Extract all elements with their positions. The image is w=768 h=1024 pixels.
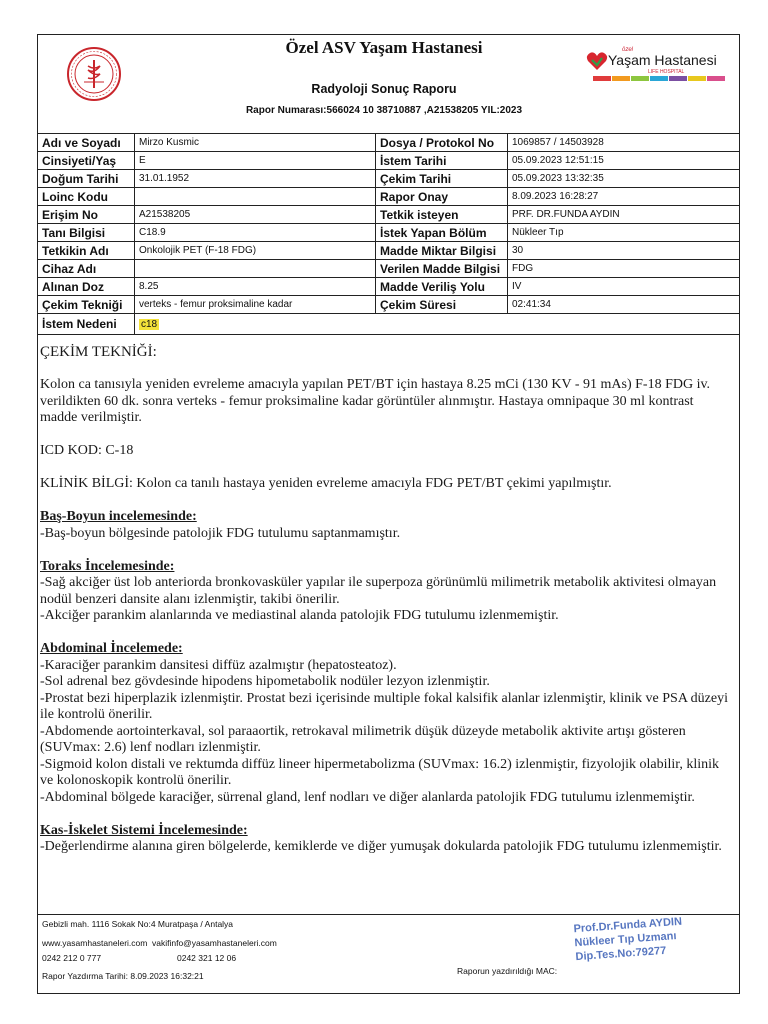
thorax-heading: Toraks İncelemesinde: (40, 558, 175, 574)
info-value: Mirzo Kusmic (135, 134, 376, 152)
info-value: 30 (508, 242, 740, 260)
istem-label: İstem Nedeni (38, 314, 135, 335)
stamp-diploma: Dip.Tes.No:79277 (575, 944, 667, 964)
info-value (135, 188, 376, 206)
abdomen-heading: Abdominal İncelemede: (40, 641, 183, 656)
brand-color-bar (688, 76, 706, 81)
info-row (38, 152, 740, 170)
hospital-title: Özel ASV Yaşam Hastanesi (285, 38, 483, 57)
footer-print-date: Rapor Yazdırma Tarihi: 8.09.2023 16:32:21 (42, 971, 204, 981)
stamp-title: Nükleer Tıp Uzmanı (574, 930, 677, 950)
info-row (38, 206, 740, 224)
hospital-brand-logo (586, 46, 726, 86)
footer-website[interactable]: www.yasamhastaneleri.com (42, 938, 148, 948)
head-neck-heading: Baş-Boyun incelemesinde: (40, 509, 197, 524)
msk-heading: Kas-İskelet Sistemi İncelemesinde: (40, 822, 248, 838)
technique-text: Kolon ca tanısıyla yeniden evreleme amacıyla yapılan PET/BT için hastaya 8.25 mCi (130 KV - 91 mAs) F-18 FDG iv. verildikten 60 dk. sonra verteks - femur proksimaline kadar görüntüler alınmıştır. Hastaya omnipaque 30 ml kontrast madde verilmiştir. (40, 377, 711, 425)
msk-findings (40, 839, 730, 856)
istem-value: c18 (141, 318, 158, 330)
info-row (38, 278, 740, 296)
info-label: İstek Yapan Bölüm (376, 224, 508, 242)
info-value: IV (508, 278, 740, 296)
info-row (38, 224, 740, 242)
brand-color-bars (593, 76, 725, 81)
report-title: Radyoloji Sonuç Raporu (311, 82, 457, 96)
info-label: Alınan Doz (38, 278, 135, 296)
thorax-findings (40, 575, 730, 625)
info-value: 8.09.2023 16:28:27 (508, 188, 740, 206)
finding-line: -Akciğer parankim alanlarında ve mediastinal alanda patolojik FDG tutulumu izlenmemiştir. (40, 608, 559, 623)
info-row (38, 170, 740, 188)
info-value: 8.25 (135, 278, 376, 296)
brand-color-bar (650, 76, 668, 81)
info-row (38, 296, 740, 314)
report-body (40, 344, 730, 856)
info-label: Erişim No (38, 206, 135, 224)
info-value: 05.09.2023 12:51:15 (508, 152, 740, 170)
info-label: Çekim Süresi (376, 296, 508, 314)
info-value: 02:41:34 (508, 296, 740, 314)
istem-value-cell (135, 314, 740, 335)
abdomen-findings (40, 658, 730, 807)
technique-heading: ÇEKİM TEKNİĞİ: (40, 344, 157, 360)
brand-color-bar (612, 76, 630, 81)
info-label: Çekim Tarihi (376, 170, 508, 188)
info-label: Çekim Tekniği (38, 296, 135, 314)
finding-line: -Baş-boyun bölgesinde patolojik FDG tutulumu saptanmamıştır. (40, 525, 401, 541)
info-label: Tetkikin Adı (38, 242, 135, 260)
info-value (135, 260, 376, 278)
info-row (38, 188, 740, 206)
info-value: 1069857 / 14503928 (508, 134, 740, 152)
icd-code: ICD KOD: C-18 (40, 443, 134, 458)
finding-line: -Abdominal bölgede karaciğer, sürrenal gland, lenf nodları ve diğer alanlarda patolojik FDG tutulumu izlenmemiştir. (40, 789, 695, 805)
clinical-info: KLİNİK BİLGİ: Kolon ca tanılı hastaya yeniden evreleme amacıyla FDG PET/BT çekimi yapılmıştır. (40, 476, 612, 491)
footer-printed-by: Raporun yazdırıldığı MAC: (457, 966, 558, 976)
finding-line: -Abdomende aortointerkaval, sol paraaortik, retrokaval milimetrik düşük düzeyde metabolik aktivite artışı gösteren (SUVmax: 2.6) lenf nodları izlenmiştir. (40, 723, 686, 755)
info-value: C18.9 (135, 224, 376, 242)
brand-small-text: özel (622, 47, 634, 53)
finding-line: -Sol adrenal bez gövdesinde hipodens hipometabolik nodüler lezyon izlenmiştir. (40, 674, 490, 689)
doctor-stamp (573, 914, 697, 980)
brand-subtitle: LIFE HOSPITAL (648, 69, 685, 75)
info-label: Verilen Madde Bilgisi (376, 260, 508, 278)
finding-line: -Prostat bezi hiperplazik izlenmiştir. Prostat bezi içerisinde multiple fokal kalsifik alanlar izlenmiştir, klinik ve PSA düzeyi ile kontrolü önerilir. (40, 690, 729, 722)
info-label: Tanı Bilgisi (38, 224, 135, 242)
finding-line: -Karaciğer parankim dansitesi diffüz azalmıştır (hepatosteatoz). (40, 657, 397, 673)
head-neck-findings (40, 526, 730, 543)
footer-email[interactable]: vakifinfo@yasamhastaneleri.com (152, 938, 277, 948)
info-value: 05.09.2023 13:32:35 (508, 170, 740, 188)
info-row-istem (38, 314, 740, 335)
info-label: Cinsiyeti/Yaş (38, 152, 135, 170)
footer-phone-1: 0242 212 0 777 (42, 953, 102, 963)
info-value: Onkolojik PET (F-18 FDG) (135, 242, 376, 260)
info-label: Madde Veriliş Yolu (376, 278, 508, 296)
info-row (38, 242, 740, 260)
info-label: Tetkik isteyen (376, 206, 508, 224)
info-label: Adı ve Soyadı (38, 134, 135, 152)
info-value: FDG (508, 260, 740, 278)
info-row (38, 134, 740, 152)
info-label: Cihaz Adı (38, 260, 135, 278)
brand-color-bar (669, 76, 687, 81)
footer-address: Gebizli mah. 1116 Sokak No:4 Muratpaşa / Antalya (42, 919, 234, 929)
patient-info-table (37, 133, 740, 335)
brand-color-bar (631, 76, 649, 81)
info-label: Doğum Tarihi (38, 170, 135, 188)
info-label: Madde Miktar Bilgisi (376, 242, 508, 260)
info-label: Loinc Kodu (38, 188, 135, 206)
info-value: PRF. DR.FUNDA AYDIN (508, 206, 740, 224)
brand-name: Yaşam Hastanesi (608, 52, 717, 68)
footer-phone-2: 0242 321 12 06 (177, 953, 237, 963)
info-label: İstem Tarihi (376, 152, 508, 170)
info-label: Dosya / Protokol No (376, 134, 508, 152)
heart-logo-icon (586, 50, 608, 72)
report-number: Rapor Numarası:566024 10 38710887 ,A21538205 YIL:2023 (245, 105, 523, 116)
info-label: Rapor Onay (376, 188, 508, 206)
info-value: E (135, 152, 376, 170)
info-value: verteks - femur proksimaline kadar (135, 296, 376, 314)
finding-line: -Değerlendirme alanına giren bölgelerde, kemiklerde ve diğer yumuşak dokularda patolojik FDG tutulumu izlenmemiştir. (40, 839, 722, 854)
info-row (38, 260, 740, 278)
finding-line: -Sağ akciğer üst lob anteriorda bronkovasküler yapılar ile superpoza görünümlü milimetrik metabolik aktivitesi olmayan nodül benzeri dansite alanı izlenmiştir, takibi önerilir. (40, 575, 717, 607)
info-value: 31.01.1952 (135, 170, 376, 188)
brand-color-bar (707, 76, 725, 81)
info-value: A21538205 (135, 206, 376, 224)
stamp-name: Prof.Dr.Funda AYDIN (573, 915, 683, 936)
finding-line: -Sigmoid kolon distali ve rektumda diffüz lineer hipermetabolizma (SUVmax: 16.2) izlenmiştir, fizyolojik olabilir, klinik ve kolonoskopik kontrolü önerilir. (40, 756, 720, 788)
info-value: Nükleer Tıp (508, 224, 740, 242)
brand-color-bar (593, 76, 611, 81)
